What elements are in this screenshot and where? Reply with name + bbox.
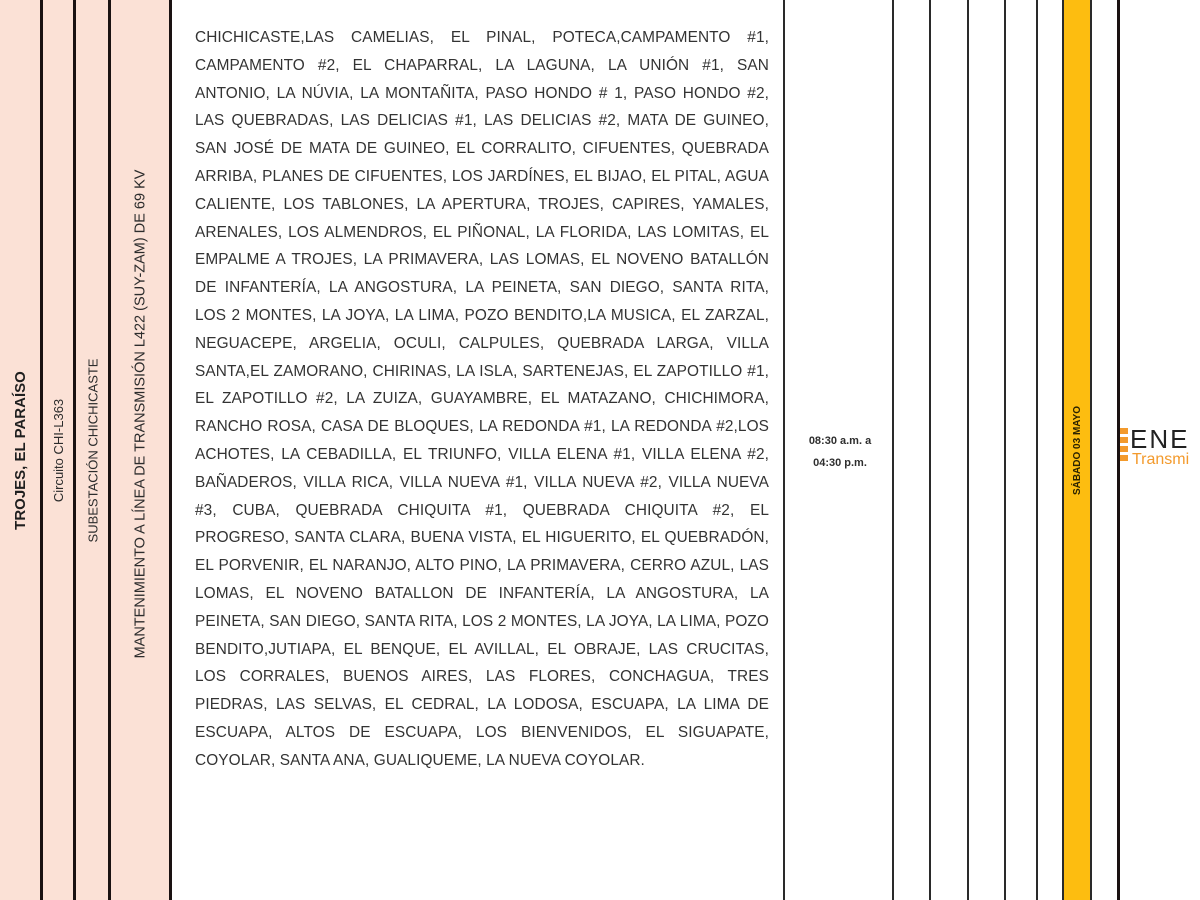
substation-label: SUBESTACIÓN CHICHICASTE <box>85 358 101 542</box>
schedule-cell <box>787 430 893 474</box>
date-label: SÁBADO 03 MAYO <box>1072 405 1084 495</box>
logo-bars-icon <box>1120 428 1128 466</box>
logo-subtitle: Transmi <box>1132 451 1190 468</box>
municipality-label: TROJES, EL PARAÍSO <box>11 370 29 530</box>
circuit-cell <box>43 0 74 900</box>
column-divider <box>1036 0 1038 900</box>
column-divider <box>783 0 785 900</box>
column-divider <box>929 0 931 900</box>
affected-areas-text: CHICHICASTE,LAS CAMELIAS, EL PINAL, POTECA,CAMPAMENTO #1, CAMPAMENTO #2, EL CHAPARRAL, LA LAGUNA, LA UNIÓN #1, SAN ANTONIO, LA NÚVIA, LA MONTAÑITA, PASO HONDO # 1, PASO HONDO #2, LAS QUEBRADAS, LAS DELICIAS #1, LAS DELICIAS #2, MATA DE GUINEO, SAN JOSÉ DE MATA DE GUINEO, EL CORRALITO, CIFUENTES, QUEBRADA ARRIBA, PLANES DE CIFUENTES, LOS JARDÍNES, EL BIJAO, EL PITAL, AGUA CALIENTE, LOS TABLONES, LA APERTURA, TROJES, CAPIRES, YAMALES, ARENALES, LOS ALMENDROS, EL PIÑONAL, LA FLORIDA, LAS LOMITAS, EL EMPALME A TROJES, LA PRIMAVERA, LAS LOMAS, EL NOVENO BATALLÓN DE INFANTERÍA, LA ANGOSTURA, LA PEINETA, SAN DIEGO, SANTA RITA, LOS 2 MONTES, LA JOYA, LA LIMA, POZO BENDITO,LA MUSICA, EL ZARZAL, NEGUACEPE, ARGELIA, OCULI, CALPULES, QUEBRADA LARGA, VILLA SANTA,EL ZAMORANO, CHIRINAS, LA ISLA, SARTENEJAS, EL ZAPOTILLO #1, EL ZAPOTILLO #2, LA ZUIZA, GUAYAMBRE, EL MATAZANO, CHICHIMORA, RANCHO ROSA, CASA DE BLOQUES, LA REDONDA #1, LA REDONDA #2,LOS ACHOTES, LA CEBADILLA, EL TRIUNFO, VILLA ELENA #1, VILLA ELENA #2, BAÑADEROS, VILLA RICA, VILLA NUEVA #1, VILLA NUEVA #2, VILLA NUEVA #3, CUBA, QUEBRADA CHIQUITA #1, QUEBRADA CHIQUITA #2, EL PROGRESO, SANTA CLARA, BUENA VISTA, EL HIGUERITO, EL QUEBRADÓN, EL PORVENIR, EL NARANJO, ALTO PINO, LA PRIMAVERA, CERRO AZUL, LAS LOMAS, EL NOVENO BATALLON DE INFANTERÍA, LA ANGOSTURA, LA PEINETA, SAN DIEGO, SANTA RITA, LOS 2 MONTES, LA JOYA, LA LIMA, POZO BENDITO,JUTIAPA, EL BENQUE, EL AVILLAL, EL OBRAJE, LAS CRUCITAS, LOS CORRALES, BUENOS AIRES, LAS FLORES, CONCHAGUA, TRES PIEDRAS, LAS SELVAS, EL CEDRAL, LA LODOSA, ESCUAPA, LA LIMA DE ESCUAPA, ALTOS DE ESCUAPA, LOS BIENVENIDOS, EL SIGUAPATE, COYOLAR, SANTA ANA, GUALIQUEME, LA NUEVA COYOLAR. <box>195 29 769 769</box>
substation-cell <box>76 0 109 900</box>
schedule-end: 04:30 p.m. <box>813 457 867 469</box>
work-description-cell <box>111 0 169 864</box>
column-divider <box>892 0 894 900</box>
company-logo <box>1120 424 1200 474</box>
work-description-label: MANTENIMIENTO A LÍNEA DE TRANSMISIÓN L422 (SUY-ZAM) DE 69 KV <box>132 169 148 659</box>
date-cell <box>1064 0 1091 900</box>
column-divider <box>967 0 969 900</box>
column-divider <box>1004 0 1006 900</box>
column-divider <box>169 0 172 900</box>
municipality-cell <box>0 0 40 900</box>
schedule-start: 08:30 a.m. a <box>808 435 872 447</box>
circuit-label: Circuito CHI-L363 <box>51 398 67 502</box>
logo-name: ENE <box>1130 424 1190 454</box>
